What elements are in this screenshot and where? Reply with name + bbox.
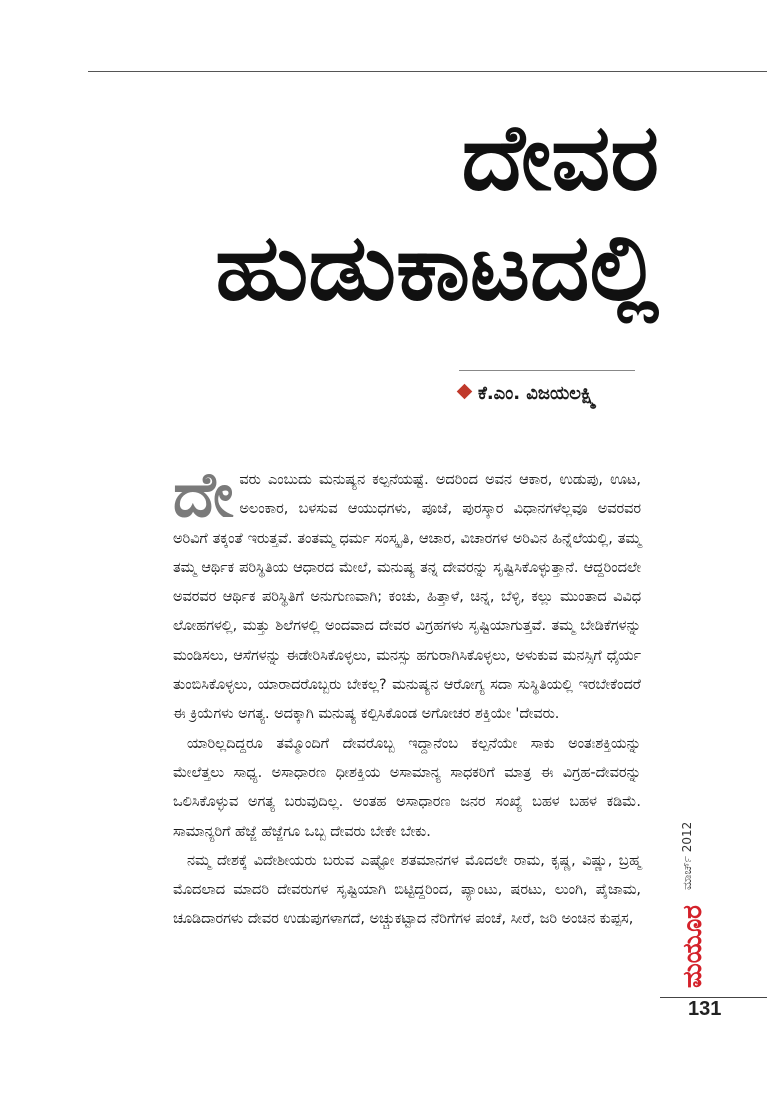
paragraph-1-text: ವರು ಎಂಬುದು ಮನುಷ್ಯನ ಕಲ್ಪನೆಯಷ್ಟೆ. ಅದರಿಂದ ಅವನ ಆಕಾರ, ಉಡುಪು, ಊಟ, ಅಲಂಕಾರ, ಬಳಸುವ ಆಯುಧಗಳು, ಪೂಜೆ, ಪುರಸ್ಕಾರ ವಿಧಾನಗಳೆಲ್ಲವೂ ಅವರವರ ಅರಿವಿಗೆ ತಕ್ಕಂತೆ ಇರುತ್ತವೆ. ತಂತಮ್ಮ ಧರ್ಮ ಸಂಸ್ಕೃತಿ, ಆಚಾರ, ವಿಚಾರಗಳ ಅರಿವಿನ ಹಿನ್ನೆಲೆಯಲ್ಲಿ, ತಮ್ಮ ತಮ್ಮ ಆರ್ಥಿಕ ಪರಿಸ್ಥಿತಿಯ ಆಧಾರದ ಮೇಲೆ, ಮನುಷ್ಯ ತನ್ನ ದೇವರನ್ನು ಸೃಷ್ಟಿಸಿಕೊಳ್ಳುತ್ತಾನೆ. ಆದ್ದರಿಂದಲೇ ಅವರವರ ಆರ್ಥಿಕ ಪರಿಸ್ಥಿತಿಗೆ ಅನುಗುಣವಾಗಿ; ಕಂಚು, ಹಿತ್ತಾಳೆ, ಚಿನ್ನ, ಬೆಳ್ಳಿ, ಕಲ್ಲು ಮುಂತಾದ ವಿವಿಧ ಲೋಹಗಳಲ್ಲಿ, ಮತ್ತು ಶಿಲೆಗಳಲ್ಲಿ ಅಂದವಾದ ದೇವರ ವಿಗ್ರಹಗಳು ಸೃಷ್ಟಿಯಾಗುತ್ತವೆ. ತಮ್ಮ ಬೇಡಿಕೆಗಳನ್ನು ಮಂಡಿಸಲು, ಆಸೆಗಳನ್ನು ಈಡೇರಿಸಿಕೊಳ್ಳಲು, ಮನಸ್ಸು ಹಗುರಾಗಿಸಿಕೊಳ್ಳಲು, ಅಳುಕುವ ಮನಸ್ಸಿಗೆ ಧೈರ್ಯ ತುಂಬಿಸಿಕೊಳ್ಳಲು, ಯಾರಾದರೊಬ್ಬರು ಬೇಕಲ್ಲ? ಮನುಷ್ಯನ ಆರೋಗ್ಯ ಸದಾ ಸುಸ್ಥಿತಿಯಲ್ಲಿ ಇರಬೇಕೆಂದರೆ ಈ ಕ್ರಿಯೆಗಳು ಅಗತ್ಯ. ಅದಕ್ಕಾಗಿ ಮನುಷ್ಯ ಕಲ್ಪಿಸಿಕೊಂಡ ಅಗೋಚರ ಶಕ್ತಿಯೇ 'ದೇವರು. <box>173 472 641 723</box>
author-name: ಕೆ.ಎಂ. ವಿಜಯಲಕ್ಷ್ಮಿ <box>478 383 597 404</box>
paragraph <box>173 458 641 730</box>
magazine-sidebar <box>676 780 716 1000</box>
paragraph: ನಮ್ಮ ದೇಶಕ್ಕೆ ವಿದೇಶೀಯರು ಬರುವ ಎಷ್ಟೋ ಶತಮಾನಗಳ ಮೊದಲೇ ರಾಮ, ಕೃಷ್ಣ, ವಿಷ್ಣು, ಬ್ರಹ್ಮ ಮೊದಲಾದ ಮಾದರಿ ದೇವರುಗಳ ಸೃಷ್ಟಿಯಾಗಿ ಬಿಟ್ಟಿದ್ದರಿಂದ, ಪ್ಯಾಂಟು, ಷರಟು, ಲುಂಗಿ, ಪೈಜಾಮ, ಚೂಡಿದಾರಗಳು ದೇವರ ಉಡುಪುಗಳಾಗದೆ, ಅಚ್ಚುಕಟ್ಟಾದ ನೆರಿಗೆಗಳ ಪಂಚೆ, ಸೀರೆ, ಜರಿ ಅಂಚಿನ ಕುಪ್ಪಸ, <box>173 852 641 928</box>
header-rule <box>88 71 767 72</box>
author-byline <box>459 383 659 404</box>
drop-cap: ದೇ <box>173 458 234 531</box>
issue-date: ಮಾರ್ಚ್ 2012 <box>680 821 694 890</box>
paragraph: ಯಾರಿಲ್ಲದಿದ್ದರೂ ತಮ್ಮೊಂದಿಗೆ ದೇವರೊಬ್ಬ ಇದ್ದಾನೆಂಬ ಕಲ್ಪನೆಯೇ ಸಾಕು ಅಂತಃಶಕ್ತಿಯನ್ನು ಮೇಲೆತ್ತಲು ಸಾಧ್ಯ. ಅಸಾಧಾರಣ ಧೀಶಕ್ತಿಯ ಅಸಾಮಾನ್ಯ ಸಾಧಕರಿಗೆ ಮಾತ್ರ ಈ ವಿಗ್ರಹ-ದೇವರನ್ನು ಒಲಿಸಿಕೊಳ್ಳುವ ಅಗತ್ಯ ಬರುವುದಿಲ್ಲ. ಅಂತಹ ಅಸಾಧಾರಣ ಜನರ ಸಂಖ್ಯೆ ಬಹಳ ಬಹಳ ಕಡಿಮೆ. ಸಾಮಾನ್ಯರಿಗೆ ಹೆಜ್ಜೆ ಹೆಜ್ಜೆಗೂ ಒಬ್ಬ ದೇವರು ಬೇಕೇ ಬೇಕು. <box>173 735 641 840</box>
page-number: 131 <box>688 998 722 1020</box>
article-title-line1: ದೇವರ <box>461 104 659 211</box>
diamond-bullet-icon <box>457 384 473 400</box>
byline-rule <box>459 370 635 371</box>
magazine-logo: ಮಯೂರ <box>678 905 708 988</box>
article-body <box>173 458 641 935</box>
article-title-line2: ಹುಡುಕಾಟದಲ್ಲಿ <box>215 214 659 321</box>
